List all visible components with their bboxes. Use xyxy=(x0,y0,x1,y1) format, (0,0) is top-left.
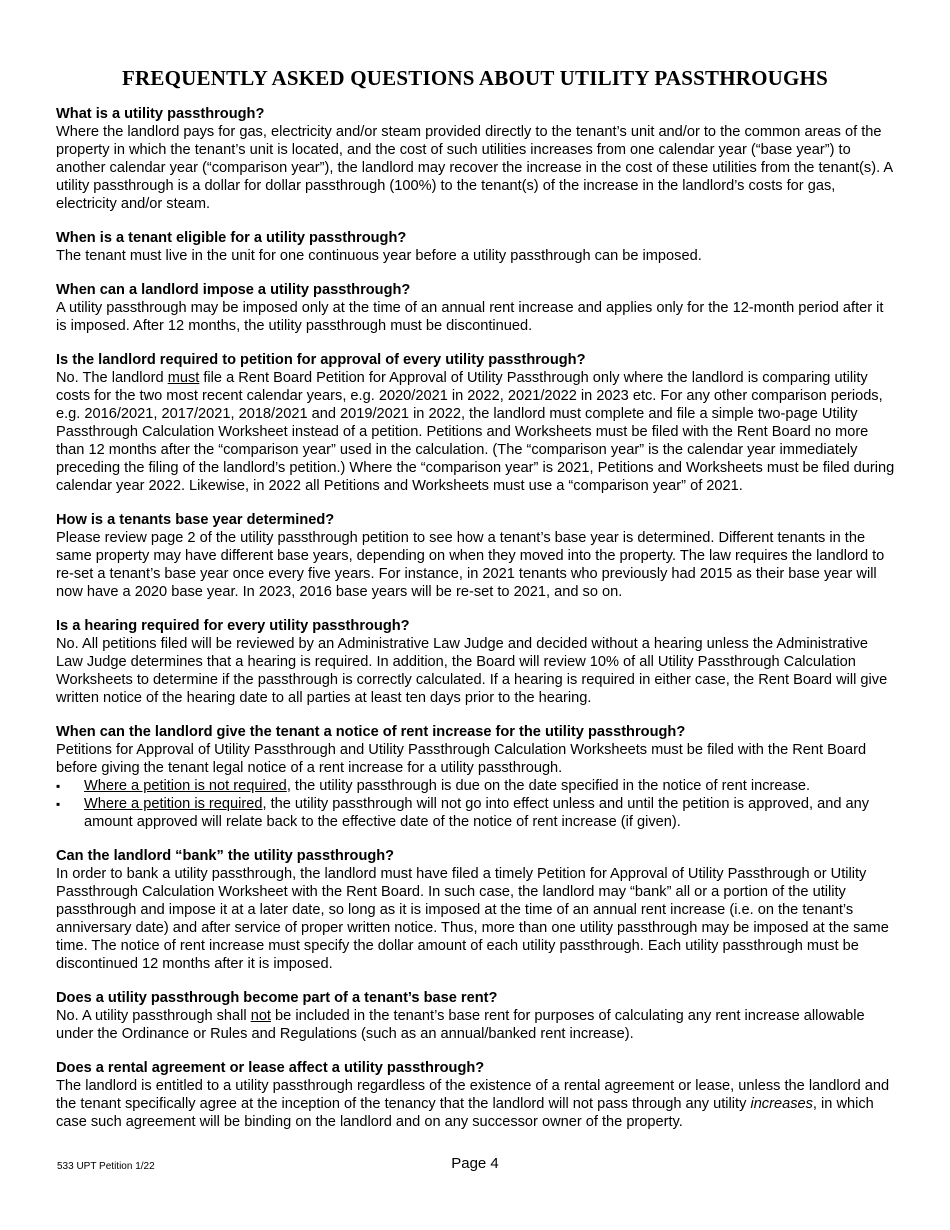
faq-answer: Where the landlord pays for gas, electricity and/or steam provided directly to the tenant’s unit and/or to the common areas of the property in which the tenant’s unit is located, and the cost of such utilities increases from one calendar year (“base year”) to another calendar year (“comparison year”), the landlord may recover the increase in the cost of these utilities from the tenant(s). A utility passthrough is a dollar for dollar passthrough (100%) to the tenant(s) of the increase in the landlord’s costs for gas, electricity and/or steam. xyxy=(56,124,893,212)
answer-text: be included in the tenant’s base rent for purposes of calculating any rent increase allowable under the Ordinance or Rules and Regulations (such as an annual/banked rent increase). xyxy=(56,1008,865,1042)
bullet-list xyxy=(56,777,898,831)
faq-list xyxy=(56,105,898,1147)
page-number: Page 4 xyxy=(451,1155,499,1172)
form-id: 533 UPT Petition 1/22 xyxy=(57,1161,155,1172)
faq-answer: The tenant must live in the unit for one continuous year before a utility passthrough can be imposed. xyxy=(56,248,702,264)
faq-answer: In order to bank a utility passthrough, the landlord must have filed a timely Petition for Approval of Utility Passthrough or Utility Passthrough Calculation Worksheet with the Rent Board. In such case, the landlord may “bank” all or a portion of the utility passthrough and impose it at a later date, so long as it is imposed at the time of an annual rent increase (i.e. on the tenant’s anniversary date) and after service of proper written notice. Thus, more than one utility passthrough may be imposed at the same time. The notice of rent increase must specify the dollar amount of each utility passthrough. Each utility passthrough must be discontinued 12 months after it is imposed. xyxy=(56,866,889,972)
faq-item-hearing-required xyxy=(56,617,898,707)
faq-item-what-is-passthrough xyxy=(56,105,898,213)
bullet-item xyxy=(56,795,898,831)
faq-answer xyxy=(56,369,898,495)
faq-question: Is the landlord required to petition for approval of every utility passthrough? xyxy=(56,352,586,368)
faq-answer: Please review page 2 of the utility passthrough petition to see how a tenant’s base year is determined. Different tenants in the same property may have different base years, depending on when they moved into the property. The law requires the landlord to re-set a tenant’s base year once every five years. For instance, in 2021 tenants who previously had 2015 as their base year will now have a 2020 base year. In 2023, 2016 base years will be re-set to 2021, and so on. xyxy=(56,530,885,600)
faq-item-bank-passthrough xyxy=(56,847,898,973)
faq-question: Does a utility passthrough become part of a tenant’s base rent? xyxy=(56,990,498,1006)
faq-item-petition-required xyxy=(56,351,898,495)
bullet-text: , the utility passthrough will not go into effect unless and until the petition is approved, and any amount approved will relate back to the effective date of the notice of rent increase (if given). xyxy=(84,796,870,830)
faq-question: Is a hearing required for every utility passthrough? xyxy=(56,618,410,634)
faq-question: When can a landlord impose a utility passthrough? xyxy=(56,282,411,298)
answer-text: No. A utility passthrough shall xyxy=(56,1008,251,1024)
page-title: FREQUENTLY ASKED QUESTIONS ABOUT UTILITY PASSTHROUGHS xyxy=(122,66,828,90)
answer-text: file a Rent Board Petition for Approval of Utility Passthrough only where the landlord is comparing utility costs for the two most recent calendar years, e.g. 2020/2021 in 2022, 2021/2022 in 2023 etc. For any other comparison periods, e.g. 2016/2021, 2017/2021, 2018/2021 and 2019/2021 in 2022, the landlord must complete and file a simple two-page Utility Passthrough Calculation Worksheet instead of a petition. Petitions and Worksheets must be filed with the Rent Board no more than 12 months after the “comparison year” used in the calculation. (The “comparison year” is the calendar year immediately preceding the filing of the landlord’s petition.) Where the “comparison year” is 2021, Petitions and Worksheets must be filed during calendar year 2022. Likewise, in 2022 all Petitions and Worksheets must use a “comparison year” of 2021. xyxy=(56,370,895,494)
faq-question: How is a tenants base year determined? xyxy=(56,512,335,528)
faq-question: When is a tenant eligible for a utility passthrough? xyxy=(56,230,407,246)
answer-text: No. The landlord xyxy=(56,370,168,386)
underlined-text: Where a petition is required xyxy=(84,796,263,812)
faq-answer: Petitions for Approval of Utility Passthrough and Utility Passthrough Calculation Worksheets must be filed with the Rent Board before giving the tenant legal notice of a rent increase for a utility passthrough. xyxy=(56,742,867,776)
faq-item-base-year xyxy=(56,511,898,601)
faq-item-notice-of-rent-increase xyxy=(56,723,898,831)
answer-text: , in which case such agreement will be binding on the landlord and on any successor owner of the property. xyxy=(56,1096,874,1130)
faq-answer: A utility passthrough may be imposed only at the time of an annual rent increase and applies only for the 12-month period after it is imposed. After 12 months, the utility passthrough must be discontinued. xyxy=(56,300,884,334)
faq-answer: No. All petitions filed will be reviewed by an Administrative Law Judge and decided without a hearing unless the Administrative Law Judge determines that a hearing is required. In addition, the Board will review 10% of all Utility Passthrough Calculation Worksheets to determine if the passthrough is correctly calculated. If a hearing is required in either case, the Rent Board will give written notice of the hearing date to all parties at least ten days prior to the hearing. xyxy=(56,636,888,706)
faq-question: When can the landlord give the tenant a notice of rent increase for the utility passthrough? xyxy=(56,724,686,740)
answer-text: The landlord is entitled to a utility passthrough regardless of the existence of a rental agreement or lease, unless the landlord and the tenant specifically agree at the inception of the tenancy that the landlord will not pass through any utility xyxy=(56,1078,890,1112)
underlined-text: must xyxy=(167,370,200,386)
underlined-text: Where a petition is not required xyxy=(84,778,287,794)
bullet-item xyxy=(56,777,898,795)
faq-item-tenant-eligibility xyxy=(56,229,898,265)
underlined-text: not xyxy=(250,1008,271,1024)
faq-question: Can the landlord “bank” the utility passthrough? xyxy=(56,848,395,864)
faq-item-base-rent xyxy=(56,989,898,1043)
faq-item-rental-agreement xyxy=(56,1059,898,1131)
faq-question: What is a utility passthrough? xyxy=(56,106,265,122)
bullet-text: , the utility passthrough is due on the date specified in the notice of rent increase. xyxy=(286,778,811,794)
italic-text: increases xyxy=(750,1096,813,1112)
faq-answer xyxy=(56,1007,898,1043)
faq-question: Does a rental agreement or lease affect a utility passthrough? xyxy=(56,1060,485,1076)
faq-item-when-impose xyxy=(56,281,898,335)
faq-answer xyxy=(56,1077,898,1131)
